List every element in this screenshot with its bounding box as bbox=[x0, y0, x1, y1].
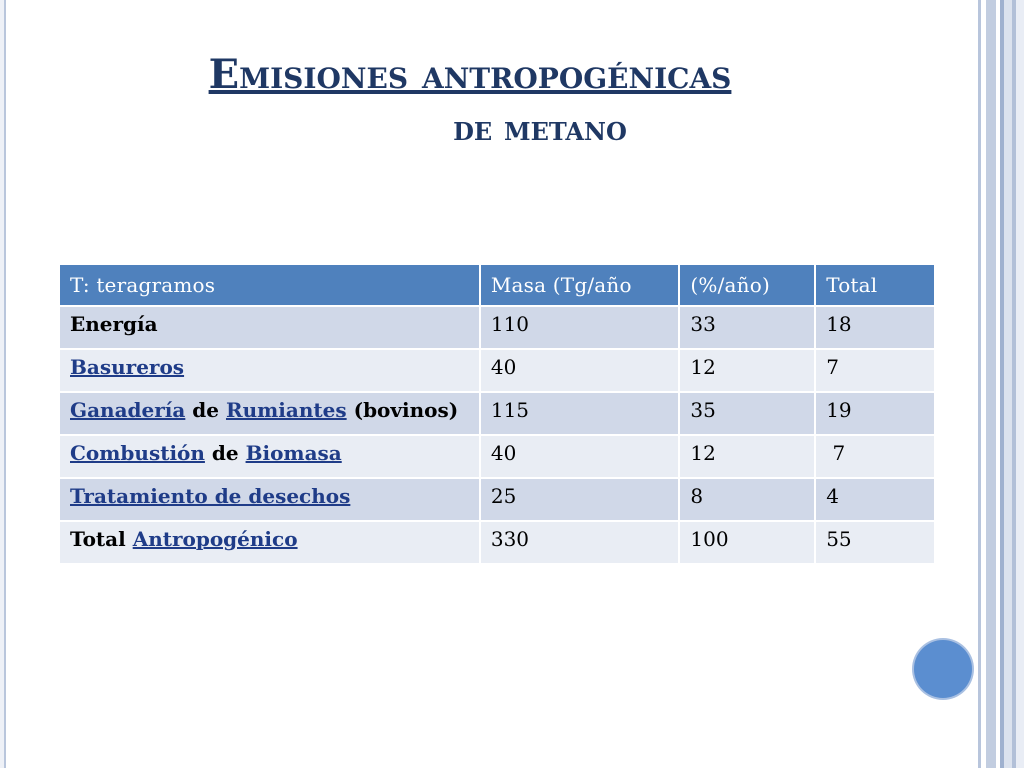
right-border-decoration bbox=[978, 0, 1024, 768]
value-cell: 330 bbox=[480, 521, 680, 564]
row-label-link[interactable]: Rumiantes bbox=[225, 398, 347, 422]
header-cell: Masa (Tg/año bbox=[480, 265, 680, 306]
title-line-2: de metano bbox=[453, 109, 627, 149]
table-row bbox=[59, 306, 935, 349]
row-label-text: (bovinos) bbox=[346, 398, 459, 422]
value-cell: 33 bbox=[679, 306, 815, 349]
table-row bbox=[59, 478, 935, 521]
table-row bbox=[59, 521, 935, 564]
header-cell: T: teragramos bbox=[59, 265, 480, 306]
value-cell: 18 bbox=[815, 306, 935, 349]
value-cell: 100 bbox=[679, 521, 815, 564]
value-cell: 12 bbox=[679, 349, 815, 392]
row-label-cell bbox=[59, 478, 480, 521]
decorative-circle bbox=[914, 640, 972, 698]
value-cell: 12 bbox=[679, 435, 815, 478]
value-cell: 110 bbox=[480, 306, 680, 349]
value-cell: 35 bbox=[679, 392, 815, 435]
value-cell: 8 bbox=[679, 478, 815, 521]
value-cell: 4 bbox=[815, 478, 935, 521]
header-cell: Total bbox=[815, 265, 935, 306]
header-cell: (%/año) bbox=[679, 265, 815, 306]
value-cell: 40 bbox=[480, 349, 680, 392]
row-label-text: de bbox=[204, 441, 246, 465]
table-row bbox=[59, 349, 935, 392]
table-header-row bbox=[59, 265, 935, 306]
row-label-cell bbox=[59, 435, 480, 478]
slide-title bbox=[60, 50, 880, 151]
value-cell: 55 bbox=[815, 521, 935, 564]
table-row bbox=[59, 392, 935, 435]
table-row bbox=[59, 435, 935, 478]
row-label-text: Total bbox=[70, 527, 133, 551]
value-cell: 115 bbox=[480, 392, 680, 435]
row-label-link[interactable]: Antropogénico bbox=[132, 527, 298, 551]
row-label-text: de bbox=[185, 398, 226, 422]
row-label-cell bbox=[59, 392, 480, 435]
row-label-link[interactable]: Tratamiento de desechos bbox=[70, 484, 351, 508]
row-label-link[interactable]: Combustión bbox=[70, 441, 205, 465]
value-cell: 40 bbox=[480, 435, 680, 478]
title-line-1: Emisiones antropogénicas bbox=[208, 51, 732, 98]
value-cell: 7 bbox=[815, 349, 935, 392]
value-cell: 25 bbox=[480, 478, 680, 521]
row-label-cell bbox=[59, 306, 480, 349]
row-label-link[interactable]: Ganadería bbox=[70, 398, 186, 422]
table-body bbox=[59, 306, 935, 564]
value-cell: 7 bbox=[815, 435, 935, 478]
methane-emissions-table bbox=[58, 265, 936, 565]
value-cell: 19 bbox=[815, 392, 935, 435]
left-border-decoration bbox=[0, 0, 12, 768]
row-label-cell bbox=[59, 349, 480, 392]
row-label-link[interactable]: Biomasa bbox=[245, 441, 342, 465]
row-label-link[interactable]: Basureros bbox=[70, 355, 185, 379]
row-label-cell bbox=[59, 521, 480, 564]
row-label-text: Energía bbox=[70, 312, 158, 336]
